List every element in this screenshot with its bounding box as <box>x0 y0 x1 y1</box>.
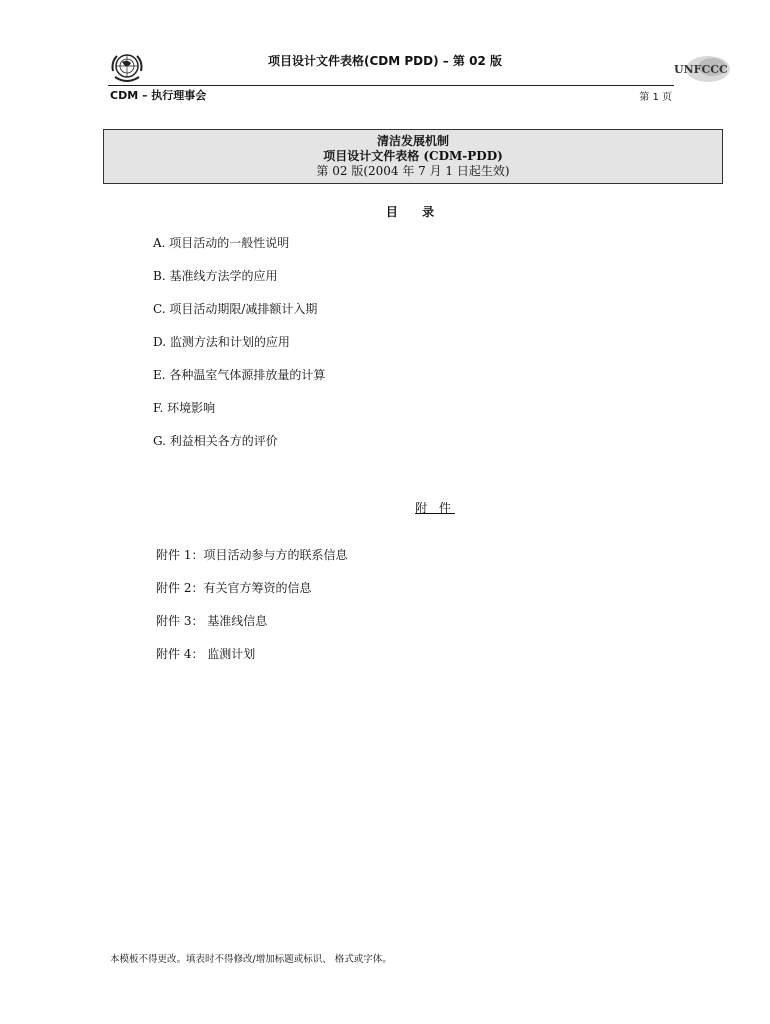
page-number: 第 1 页 <box>639 92 672 103</box>
unfccc-logo <box>668 52 732 86</box>
toc-item: A. 项目活动的一般性说明 <box>153 236 290 250</box>
header-divider <box>108 85 674 86</box>
toc-item: B. 基准线方法学的应用 <box>153 269 278 283</box>
title-line-3: 第 02 版(2004 年 7 月 1 日起生效) <box>316 164 510 178</box>
title-line-2: 项目设计文件表格 (CDM-PDD) <box>323 149 503 163</box>
toc-item: D. 监测方法和计划的应用 <box>153 335 290 349</box>
unfccc-logo-text: UNFCCC <box>674 63 728 76</box>
toc-item: C. 项目活动期限/减排额计入期 <box>153 302 318 316</box>
un-emblem-icon <box>109 49 145 85</box>
toc-heading: 目 录 <box>385 205 445 219</box>
annex-item: 附件 4： 监测计划 <box>156 647 256 661</box>
toc-item: G. 利益相关各方的评价 <box>153 434 278 448</box>
title-line-1: 清洁发展机制 <box>376 134 449 148</box>
header-title: 项目设计文件表格(CDM PDD) – 第 02 版 <box>268 54 502 68</box>
footer-note: 本模板不得更改。填表时不得修改/增加标题或标识、 格式或字体。 <box>110 954 392 965</box>
toc-item: E. 各种温室气体源排放量的计算 <box>153 368 326 382</box>
toc-item: F. 环境影响 <box>153 401 216 415</box>
annex-item: 附件 3： 基准线信息 <box>156 614 268 628</box>
annex-item: 附件 2：有关官方筹资的信息 <box>156 581 312 595</box>
title-box <box>103 129 723 184</box>
annex-heading: 附 件 <box>415 501 455 515</box>
header-org: CDM – 执行理事会 <box>110 89 207 102</box>
annex-item: 附件 1：项目活动参与方的联系信息 <box>156 548 348 562</box>
